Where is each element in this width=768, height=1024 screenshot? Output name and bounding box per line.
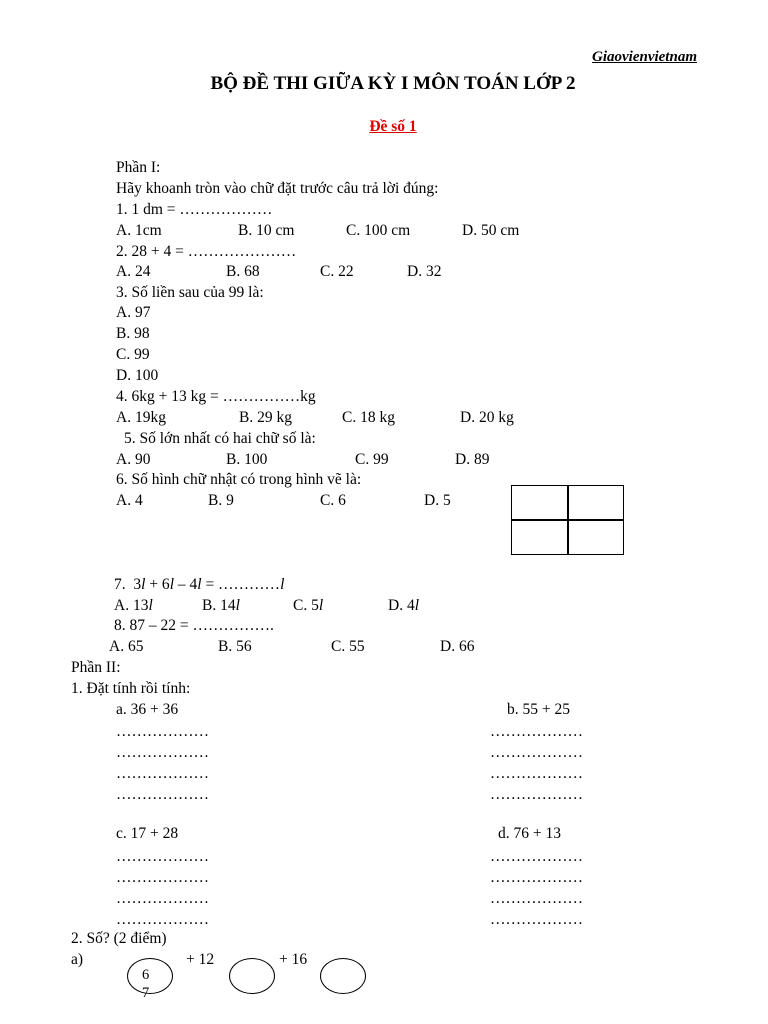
q3-option-b: B. 98	[116, 325, 150, 342]
dotted-answer-line: ………………	[116, 848, 209, 865]
brand-label: Giaovienvietnam	[592, 49, 697, 65]
q7-expr-part: = …………	[201, 576, 281, 593]
task1-title: 1. Đặt tính rồi tính:	[71, 680, 191, 697]
q7-option-b: B. 14l	[202, 597, 240, 614]
question-4: 4. 6kg + 13 kg = ……………kg	[116, 388, 316, 405]
q7-number: 7.	[114, 576, 126, 593]
dotted-answer-line: ………………	[116, 765, 209, 782]
task2-a-label: a)	[71, 951, 84, 968]
q5-option-b: B. 100	[226, 451, 268, 468]
q5-option-c: C. 99	[355, 451, 389, 468]
answer-circle-2[interactable]	[320, 958, 366, 994]
dotted-answer-line: ………………	[490, 911, 583, 928]
q1-option-c: C. 100 cm	[346, 222, 411, 239]
q3-option-d: D. 100	[116, 367, 159, 384]
rectangle-grid-figure	[511, 485, 624, 555]
question-1: 1. 1 dm = ………………	[116, 201, 273, 218]
task1-item-b: b. 55 + 25	[507, 701, 570, 718]
start-number-circle	[127, 958, 173, 994]
q2-option-a: A. 24	[116, 263, 151, 280]
liter-unit: l	[141, 576, 146, 593]
q2-option-c: C. 22	[320, 263, 354, 280]
dotted-answer-line: ………………	[490, 786, 583, 803]
q7-expr-part: + 6	[145, 576, 170, 593]
dotted-answer-line: ………………	[116, 911, 209, 928]
dotted-answer-line: ………………	[490, 848, 583, 865]
start-number-value: 6 7	[142, 967, 150, 1001]
exam-number: Đề số 1	[369, 118, 417, 135]
q6-option-a: A. 4	[116, 492, 143, 509]
dotted-answer-line: ………………	[116, 890, 209, 907]
q4-option-b: B. 29 kg	[239, 409, 292, 426]
question-7	[114, 575, 284, 594]
dotted-answer-line: ………………	[490, 869, 583, 886]
q3-option-c: C. 99	[116, 346, 150, 363]
task2-title: 2. Số? (2 điểm)	[71, 930, 167, 947]
operation-plus-16: + 16	[279, 951, 308, 968]
q8-option-a: A. 65	[109, 638, 144, 655]
part1-heading: Phần I:	[116, 159, 161, 176]
q8-option-b: B. 56	[218, 638, 252, 655]
part1-instruction: Hãy khoanh tròn vào chữ đặt trước câu trả lời đúng:	[116, 180, 439, 197]
operation-plus-12: + 12	[186, 951, 215, 968]
q8-option-c: C. 55	[331, 638, 365, 655]
page-title: BỘ ĐỀ THI GIỮA KỲ I MÔN TOÁN LỚP 2	[210, 73, 576, 94]
dotted-answer-line: ………………	[116, 723, 209, 740]
liter-unit: l	[197, 576, 202, 593]
q6-option-d: D. 5	[424, 492, 451, 509]
q4-option-c: C. 18 kg	[342, 409, 395, 426]
liter-unit: l	[280, 576, 285, 593]
dotted-answer-line: ………………	[116, 786, 209, 803]
question-6: 6. Số hình chữ nhật có trong hình vẽ là:	[116, 471, 362, 488]
q1-option-a: A. 1cm	[116, 222, 162, 239]
dotted-answer-line: ………………	[490, 890, 583, 907]
question-5: 5. Số lớn nhất có hai chữ số là:	[124, 430, 316, 447]
answer-circle-1[interactable]	[229, 958, 275, 994]
q1-option-b: B. 10 cm	[238, 222, 295, 239]
liter-unit: l	[169, 576, 174, 593]
q4-option-a: A. 19kg	[116, 409, 166, 426]
dotted-answer-line: ………………	[490, 744, 583, 761]
q5-option-a: A. 90	[116, 451, 151, 468]
q3-option-a: A. 97	[116, 304, 151, 321]
q6-option-b: B. 9	[208, 492, 234, 509]
q2-option-b: B. 68	[226, 263, 260, 280]
q5-option-d: D. 89	[455, 451, 490, 468]
q7-option-a: A. 13l	[114, 597, 153, 614]
q7-option-c: C. 5l	[293, 597, 324, 614]
question-8: 8. 87 – 22 = …………….	[114, 617, 274, 634]
dotted-answer-line: ………………	[116, 744, 209, 761]
question-3: 3. Số liền sau của 99 là:	[116, 284, 264, 301]
task1-item-c: c. 17 + 28	[116, 825, 179, 842]
q4-option-d: D. 20 kg	[460, 409, 514, 426]
dotted-answer-line: ………………	[490, 723, 583, 740]
q7-option-d: D. 4l	[388, 597, 420, 614]
question-2: 2. 28 + 4 = …………………	[116, 243, 297, 260]
q1-option-d: D. 50 cm	[462, 222, 520, 239]
q7-expr-part: – 4	[174, 576, 198, 593]
grid-horizontal-divider	[512, 519, 623, 521]
q7-expr-part: 3	[133, 576, 142, 593]
dotted-answer-line: ………………	[116, 869, 209, 886]
q8-option-d: D. 66	[440, 638, 475, 655]
task1-item-d: d. 76 + 13	[498, 825, 561, 842]
part2-heading: Phần II:	[71, 659, 121, 676]
task1-item-a: a. 36 + 36	[116, 701, 179, 718]
dotted-answer-line: ………………	[490, 765, 583, 782]
q2-option-d: D. 32	[407, 263, 442, 280]
q6-option-c: C. 6	[320, 492, 346, 509]
